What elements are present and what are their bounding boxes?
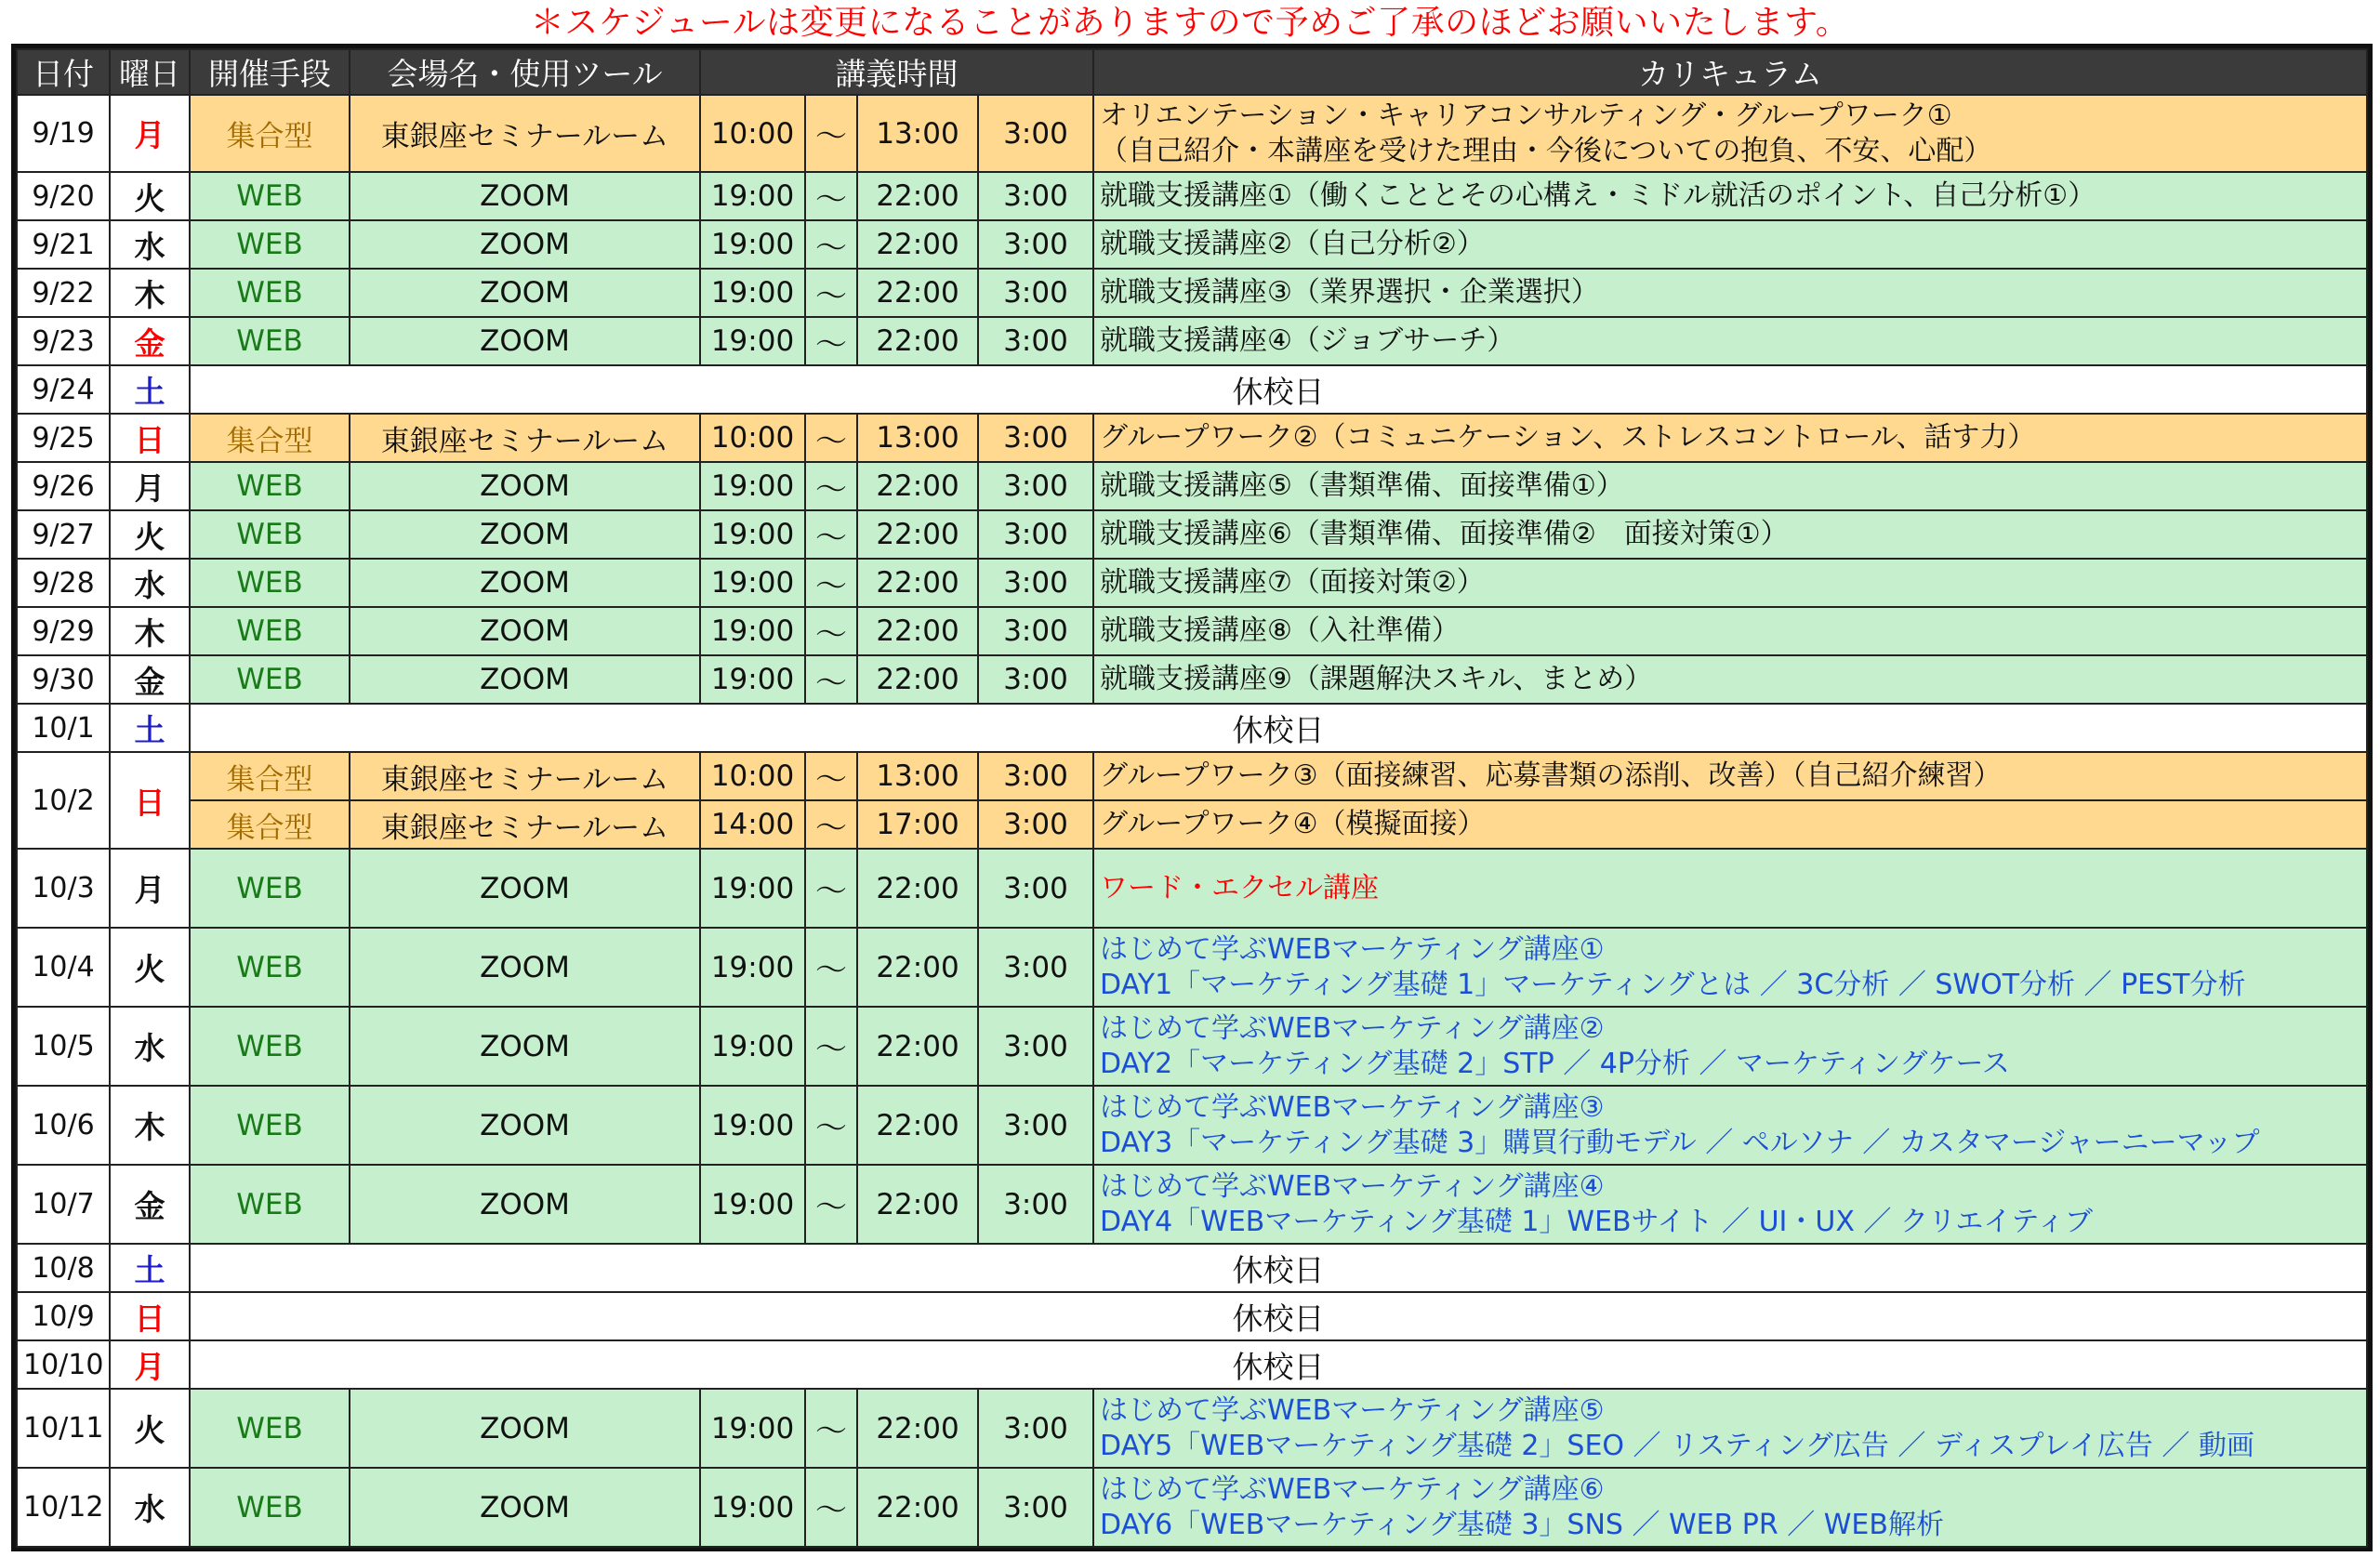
dow-cell: 木 [110, 1086, 190, 1165]
curriculum-cell [1093, 1165, 2367, 1244]
curriculum-line-1: 就職支援講座⑨（課題解決スキル、まとめ） [1100, 663, 1653, 695]
table-row [17, 800, 2367, 849]
schedule-change-notice: ＊スケジュールは変更になることがありますので予めご了承のほどお願いいたします。 [530, 4, 1850, 42]
curriculum-line-1: グループワーク③（面接練習、応募書類の添削、改善）（自己紹介練習） [1100, 759, 2002, 792]
tilde-cell: 〜 [805, 559, 857, 607]
duration-cell: 3:00 [978, 752, 1093, 800]
dow-cell: 金 [110, 317, 190, 365]
table-row [17, 1165, 2367, 1244]
start-time-cell: 19:00 [700, 1165, 805, 1244]
dow-cell: 火 [110, 172, 190, 220]
dow-cell: 月 [110, 95, 190, 172]
table-row [17, 1007, 2367, 1086]
dow-cell: 月 [110, 462, 190, 510]
start-time-cell: 19:00 [700, 559, 805, 607]
table-row [17, 510, 2367, 559]
table-row [17, 1468, 2367, 1547]
venue-cell: ZOOM [350, 559, 700, 607]
date-cell: 10/4 [17, 928, 110, 1007]
duration-cell: 3:00 [978, 800, 1093, 849]
method-cell: WEB [190, 1007, 350, 1086]
start-time-cell: 10:00 [700, 414, 805, 462]
method-cell: 集合型 [190, 752, 350, 800]
date-cell: 10/7 [17, 1165, 110, 1244]
start-time-cell: 19:00 [700, 510, 805, 559]
venue-cell: ZOOM [350, 220, 700, 269]
curriculum-line-1: はじめて学ぶWEBマーケティング講座① [1100, 932, 1605, 966]
duration-cell: 3:00 [978, 269, 1093, 317]
method-cell: WEB [190, 655, 350, 704]
start-time-cell: 10:00 [700, 752, 805, 800]
table-row [17, 1244, 2367, 1292]
venue-cell: 東銀座セミナールーム [350, 414, 700, 462]
duration-cell: 3:00 [978, 220, 1093, 269]
curriculum-cell [1093, 269, 2367, 317]
end-time-cell: 22:00 [857, 462, 978, 510]
curriculum-cell [1093, 800, 2367, 849]
header-curriculum: カリキュラム [1093, 49, 2367, 95]
dow-cell: 日 [110, 752, 190, 849]
date-cell: 10/2 [17, 752, 110, 849]
end-time-cell: 13:00 [857, 752, 978, 800]
curriculum-line-2: DAY6「WEBマーケティング基礎 3」SNS ／ WEB PR ／ WEB解析 [1100, 1508, 1944, 1541]
method-cell: WEB [190, 220, 350, 269]
duration-cell: 3:00 [978, 1007, 1093, 1086]
curriculum-line-1: はじめて学ぶWEBマーケティング講座② [1100, 1011, 1605, 1045]
end-time-cell: 22:00 [857, 1165, 978, 1244]
end-time-cell: 22:00 [857, 607, 978, 655]
date-cell: 9/28 [17, 559, 110, 607]
curriculum-line-2: （自己紹介・本講座を受けた理由・今後についての抱負、不安、心配） [1100, 134, 1992, 167]
dow-cell: 水 [110, 1007, 190, 1086]
tilde-cell: 〜 [805, 849, 857, 928]
curriculum-cell [1093, 1007, 2367, 1086]
holiday-cell: 休校日 [190, 704, 2367, 752]
dow-cell: 火 [110, 928, 190, 1007]
tilde-cell: 〜 [805, 95, 857, 172]
end-time-cell: 22:00 [857, 928, 978, 1007]
dow-cell: 水 [110, 559, 190, 607]
method-cell: WEB [190, 1389, 350, 1468]
tilde-cell: 〜 [805, 172, 857, 220]
venue-cell: 東銀座セミナールーム [350, 752, 700, 800]
end-time-cell: 22:00 [857, 220, 978, 269]
start-time-cell: 19:00 [700, 607, 805, 655]
date-cell: 10/12 [17, 1468, 110, 1547]
date-cell: 10/8 [17, 1244, 110, 1292]
curriculum-line-1: はじめて学ぶWEBマーケティング講座④ [1100, 1169, 1605, 1203]
tilde-cell: 〜 [805, 1165, 857, 1244]
method-cell: WEB [190, 172, 350, 220]
tilde-cell: 〜 [805, 510, 857, 559]
end-time-cell: 22:00 [857, 269, 978, 317]
date-cell: 9/19 [17, 95, 110, 172]
table-row [17, 752, 2367, 800]
tilde-cell: 〜 [805, 1468, 857, 1547]
dow-cell: 火 [110, 510, 190, 559]
tilde-cell: 〜 [805, 1389, 857, 1468]
method-cell: WEB [190, 269, 350, 317]
duration-cell: 3:00 [978, 559, 1093, 607]
date-cell: 10/5 [17, 1007, 110, 1086]
dow-cell: 水 [110, 220, 190, 269]
dow-cell: 日 [110, 414, 190, 462]
venue-cell: 東銀座セミナールーム [350, 95, 700, 172]
table-row [17, 607, 2367, 655]
dow-cell: 金 [110, 655, 190, 704]
method-cell: WEB [190, 559, 350, 607]
holiday-cell: 休校日 [190, 1340, 2367, 1389]
date-cell: 9/29 [17, 607, 110, 655]
dow-cell: 火 [110, 1389, 190, 1468]
end-time-cell: 22:00 [857, 1468, 978, 1547]
dow-cell: 水 [110, 1468, 190, 1547]
curriculum-cell [1093, 752, 2367, 800]
curriculum-cell [1093, 510, 2367, 559]
end-time-cell: 22:00 [857, 172, 978, 220]
start-time-cell: 19:00 [700, 462, 805, 510]
duration-cell: 3:00 [978, 1086, 1093, 1165]
date-cell: 9/26 [17, 462, 110, 510]
tilde-cell: 〜 [805, 752, 857, 800]
method-cell: 集合型 [190, 414, 350, 462]
venue-cell: ZOOM [350, 317, 700, 365]
holiday-cell: 休校日 [190, 1244, 2367, 1292]
date-cell: 9/20 [17, 172, 110, 220]
table-row [17, 928, 2367, 1007]
table-row [17, 1292, 2367, 1340]
table-row [17, 172, 2367, 220]
venue-cell: ZOOM [350, 1468, 700, 1547]
curriculum-cell [1093, 559, 2367, 607]
table-row [17, 849, 2367, 928]
holiday-cell: 休校日 [190, 1292, 2367, 1340]
table-row [17, 220, 2367, 269]
curriculum-line-2: DAY3「マーケティング基礎 3」購買行動モデル ／ ペルソナ ／ カスタマージャーニーマップ [1100, 1126, 2260, 1159]
venue-cell: ZOOM [350, 1389, 700, 1468]
method-cell: WEB [190, 1086, 350, 1165]
header-row [17, 49, 2367, 95]
start-time-cell: 19:00 [700, 1389, 805, 1468]
curriculum-cell [1093, 849, 2367, 928]
dow-cell: 月 [110, 1340, 190, 1389]
curriculum-cell [1093, 172, 2367, 220]
schedule-table-frame [11, 44, 2373, 1551]
duration-cell: 3:00 [978, 607, 1093, 655]
venue-cell: ZOOM [350, 1086, 700, 1165]
duration-cell: 3:00 [978, 655, 1093, 704]
schedule-body [17, 95, 2367, 1547]
date-cell: 10/6 [17, 1086, 110, 1165]
start-time-cell: 19:00 [700, 220, 805, 269]
venue-cell: ZOOM [350, 655, 700, 704]
duration-cell: 3:00 [978, 1468, 1093, 1547]
start-time-cell: 19:00 [700, 1086, 805, 1165]
curriculum-line-1: グループワーク②（コミュニケーション、ストレスコントロール、話す力） [1100, 421, 2036, 454]
date-cell: 9/21 [17, 220, 110, 269]
method-cell: WEB [190, 928, 350, 1007]
curriculum-line-2: DAY4「WEBマーケティング基礎 1」WEBサイト ／ UI・UX ／ クリエイティブ [1100, 1205, 2093, 1238]
tilde-cell: 〜 [805, 1086, 857, 1165]
dow-cell: 土 [110, 704, 190, 752]
method-cell: WEB [190, 849, 350, 928]
table-row [17, 95, 2367, 172]
tilde-cell: 〜 [805, 928, 857, 1007]
date-cell: 9/22 [17, 269, 110, 317]
curriculum-line-1: はじめて学ぶWEBマーケティング講座③ [1100, 1090, 1605, 1124]
curriculum-line-1: 就職支援講座③（業界選択・企業選択） [1100, 276, 1599, 309]
venue-cell: ZOOM [350, 1007, 700, 1086]
curriculum-line-1: 就職支援講座②（自己分析②） [1100, 228, 1485, 260]
date-cell: 9/30 [17, 655, 110, 704]
method-cell: WEB [190, 317, 350, 365]
end-time-cell: 17:00 [857, 800, 978, 849]
method-cell: 集合型 [190, 95, 350, 172]
duration-cell: 3:00 [978, 849, 1093, 928]
duration-cell: 3:00 [978, 510, 1093, 559]
curriculum-cell [1093, 462, 2367, 510]
date-cell: 10/11 [17, 1389, 110, 1468]
curriculum-line-1: 就職支援講座⑥（書類準備、面接準備② 面接対策①） [1100, 518, 1789, 550]
venue-cell: ZOOM [350, 510, 700, 559]
header-date: 日付 [17, 49, 110, 95]
header-method: 開催手段 [190, 49, 350, 95]
table-row [17, 269, 2367, 317]
curriculum-line-1: 就職支援講座⑧（入社準備） [1100, 614, 1460, 647]
table-row [17, 1086, 2367, 1165]
tilde-cell: 〜 [805, 1007, 857, 1086]
curriculum-line-1: 就職支援講座④（ジョブサーチ） [1100, 324, 1515, 357]
curriculum-line-1: はじめて学ぶWEBマーケティング講座⑤ [1100, 1393, 1605, 1427]
duration-cell: 3:00 [978, 172, 1093, 220]
date-cell: 10/10 [17, 1340, 110, 1389]
end-time-cell: 22:00 [857, 1389, 978, 1468]
curriculum-cell [1093, 95, 2367, 172]
curriculum-cell [1093, 1389, 2367, 1468]
duration-cell: 3:00 [978, 1165, 1093, 1244]
table-row [17, 414, 2367, 462]
duration-cell: 3:00 [978, 317, 1093, 365]
curriculum-line-1: 就職支援講座⑤（書類準備、面接準備①） [1100, 469, 1624, 502]
date-cell: 10/9 [17, 1292, 110, 1340]
tilde-cell: 〜 [805, 414, 857, 462]
method-cell: WEB [190, 1165, 350, 1244]
end-time-cell: 22:00 [857, 849, 978, 928]
end-time-cell: 22:00 [857, 317, 978, 365]
end-time-cell: 22:00 [857, 1086, 978, 1165]
table-row [17, 1389, 2367, 1468]
date-cell: 10/1 [17, 704, 110, 752]
dow-cell: 月 [110, 849, 190, 928]
date-cell: 10/3 [17, 849, 110, 928]
date-cell: 9/27 [17, 510, 110, 559]
curriculum-cell [1093, 414, 2367, 462]
holiday-cell: 休校日 [190, 365, 2367, 414]
table-row [17, 559, 2367, 607]
start-time-cell: 10:00 [700, 95, 805, 172]
curriculum-line-1: オリエンテーション・キャリアコンサルティング・グループワーク① [1100, 99, 1952, 132]
header-venue: 会場名・使用ツール [350, 49, 700, 95]
venue-cell: ZOOM [350, 172, 700, 220]
dow-cell: 土 [110, 365, 190, 414]
end-time-cell: 22:00 [857, 1007, 978, 1086]
tilde-cell: 〜 [805, 269, 857, 317]
dow-cell: 木 [110, 269, 190, 317]
method-cell: WEB [190, 607, 350, 655]
dow-cell: 木 [110, 607, 190, 655]
curriculum-line-1: 就職支援講座⑦（面接対策②） [1100, 566, 1485, 599]
end-time-cell: 22:00 [857, 510, 978, 559]
tilde-cell: 〜 [805, 655, 857, 704]
end-time-cell: 13:00 [857, 414, 978, 462]
method-cell: WEB [190, 510, 350, 559]
start-time-cell: 19:00 [700, 172, 805, 220]
table-row [17, 462, 2367, 510]
table-row [17, 704, 2367, 752]
venue-cell: ZOOM [350, 1165, 700, 1244]
dow-cell: 土 [110, 1244, 190, 1292]
curriculum-line-1: ワード・エクセル講座 [1100, 871, 1379, 904]
start-time-cell: 19:00 [700, 849, 805, 928]
table-row [17, 365, 2367, 414]
curriculum-line-1: はじめて学ぶWEBマーケティング講座⑥ [1100, 1472, 1605, 1506]
duration-cell: 3:00 [978, 95, 1093, 172]
start-time-cell: 19:00 [700, 317, 805, 365]
duration-cell: 3:00 [978, 1389, 1093, 1468]
curriculum-line-1: 就職支援講座①（働くこととその心構え・ミドル就活のポイント、自己分析①） [1100, 179, 2096, 212]
curriculum-cell [1093, 1468, 2367, 1547]
venue-cell: ZOOM [350, 269, 700, 317]
schedule-table [16, 48, 2368, 1548]
venue-cell: ZOOM [350, 462, 700, 510]
start-time-cell: 19:00 [700, 1007, 805, 1086]
curriculum-line-2: DAY5「WEBマーケティング基礎 2」SEO ／ リスティング広告 ／ ディスプレイ広告 ／ 動画 [1100, 1429, 2254, 1462]
header-dow: 曜日 [110, 49, 190, 95]
dow-cell: 金 [110, 1165, 190, 1244]
tilde-cell: 〜 [805, 220, 857, 269]
method-cell: WEB [190, 462, 350, 510]
curriculum-cell [1093, 928, 2367, 1007]
method-cell: WEB [190, 1468, 350, 1547]
table-row [17, 655, 2367, 704]
date-cell: 9/23 [17, 317, 110, 365]
end-time-cell: 22:00 [857, 559, 978, 607]
curriculum-line-2: DAY1「マーケティング基礎 1」マーケティングとは ／ 3C分析 ／ SWOT分析 ／ PEST分析 [1100, 968, 2246, 1001]
curriculum-cell [1093, 317, 2367, 365]
dow-cell: 日 [110, 1292, 190, 1340]
curriculum-line-2: DAY2「マーケティング基礎 2」STP ／ 4P分析 ／ マーケティングケース [1100, 1047, 2010, 1080]
start-time-cell: 19:00 [700, 269, 805, 317]
header-time: 講義時間 [700, 49, 1093, 95]
start-time-cell: 19:00 [700, 655, 805, 704]
duration-cell: 3:00 [978, 462, 1093, 510]
curriculum-cell [1093, 655, 2367, 704]
date-cell: 9/24 [17, 365, 110, 414]
start-time-cell: 19:00 [700, 928, 805, 1007]
start-time-cell: 19:00 [700, 1468, 805, 1547]
venue-cell: 東銀座セミナールーム [350, 800, 700, 849]
tilde-cell: 〜 [805, 607, 857, 655]
curriculum-cell [1093, 220, 2367, 269]
venue-cell: ZOOM [350, 928, 700, 1007]
table-row [17, 1340, 2367, 1389]
curriculum-cell [1093, 607, 2367, 655]
start-time-cell: 14:00 [700, 800, 805, 849]
table-row [17, 317, 2367, 365]
venue-cell: ZOOM [350, 849, 700, 928]
method-cell: 集合型 [190, 800, 350, 849]
end-time-cell: 13:00 [857, 95, 978, 172]
curriculum-cell [1093, 1086, 2367, 1165]
tilde-cell: 〜 [805, 800, 857, 849]
duration-cell: 3:00 [978, 928, 1093, 1007]
tilde-cell: 〜 [805, 317, 857, 365]
tilde-cell: 〜 [805, 462, 857, 510]
curriculum-line-1: グループワーク④（模擬面接） [1100, 808, 1486, 840]
end-time-cell: 22:00 [857, 655, 978, 704]
duration-cell: 3:00 [978, 414, 1093, 462]
venue-cell: ZOOM [350, 607, 700, 655]
date-cell: 9/25 [17, 414, 110, 462]
